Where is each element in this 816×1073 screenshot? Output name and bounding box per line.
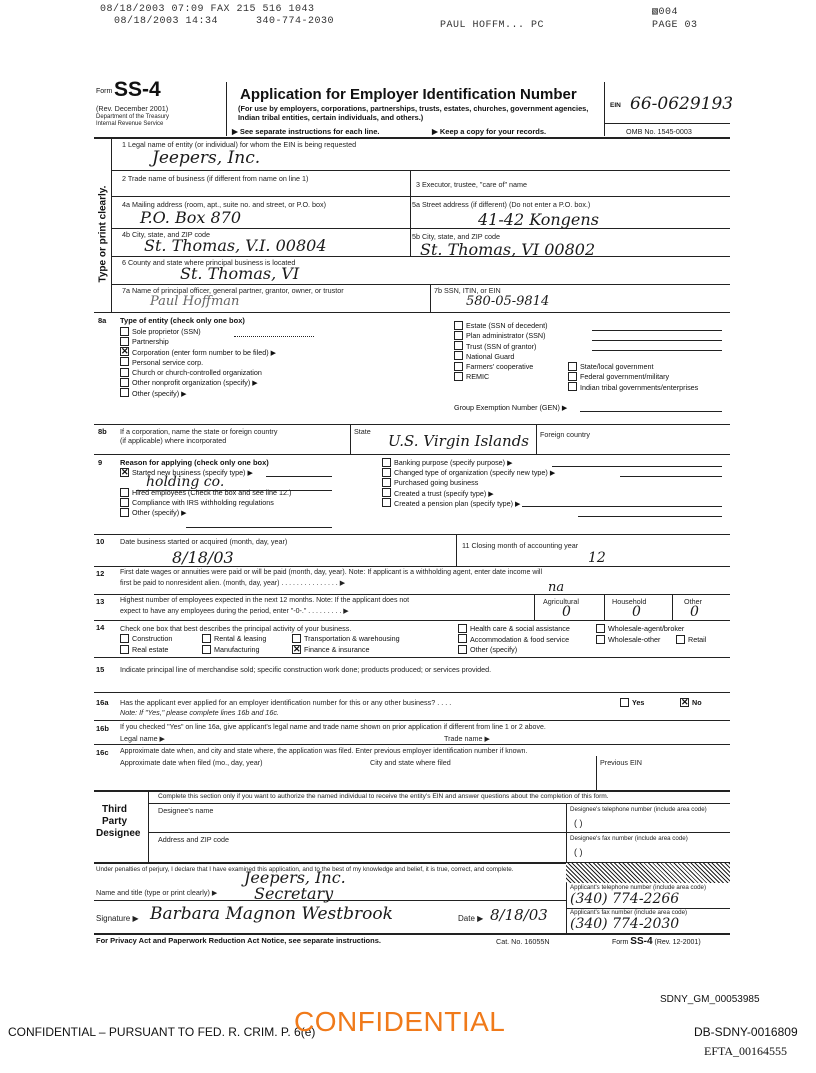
sdny-bates-stamp: SDNY_GM_00053985 [660, 994, 760, 1005]
third-party-title: Third Party Designee [96, 804, 141, 839]
activity-option[interactable]: Rental & leasing [202, 634, 266, 644]
line-7a-value: Paul Hoffman [150, 294, 240, 309]
form-number: SS-4 [114, 78, 161, 101]
line-16a-text1: Has the applicant ever applied for an employer identification number for this or any other business? . . . . [120, 698, 452, 707]
checkbox[interactable] [620, 698, 629, 707]
line-5a-value: 41-42 Kongens [478, 210, 599, 229]
name-title-label: Name and title (type or print clearly) ▶ [96, 888, 218, 897]
fax-header-line2: 08/18/2003 14:34 [114, 16, 219, 27]
form-dept2: Internal Revenue Service [96, 121, 164, 127]
designee-fax-value: ( ) [574, 847, 583, 857]
entity-option[interactable]: REMIC [454, 372, 548, 382]
line-8a-num: 8a [98, 316, 107, 325]
activity-option[interactable]: Wholesale-agent/broker [596, 624, 684, 634]
checkbox[interactable] [202, 634, 211, 643]
checkbox[interactable] [596, 635, 605, 644]
reason-option[interactable]: Banking purpose (specify purpose) ▶ [382, 458, 555, 468]
checkbox[interactable] [120, 368, 129, 377]
line-15-num: 15 [96, 665, 105, 674]
state-value: U.S. Virgin Islands [388, 432, 529, 450]
entity-option[interactable]: Other (specify) ▶ [120, 389, 276, 399]
name-value: Jeepers, Inc. [244, 868, 346, 887]
line-16b-text: If you checked "Yes" on line 16a, give applicant's legal name and trade name shown on prior application if different from line 1 or 2 above. [120, 724, 546, 731]
entity-gov-list [568, 362, 698, 393]
designee-name-label: Designee's name [158, 806, 214, 815]
reason-option[interactable]: Created a pension plan (specify type) ▶ [382, 499, 555, 509]
checkbox[interactable] [202, 645, 211, 654]
signature-value: Barbara Magnon Westbrook [150, 904, 393, 924]
checkbox[interactable] [596, 624, 605, 633]
line-5b-value: St. Thomas, VI 00802 [420, 240, 596, 259]
checkbox[interactable] [454, 331, 463, 340]
line-16b-legal: Legal name ▶ [120, 734, 166, 743]
line-6-label: 6 County and state where principal business is located [122, 258, 296, 267]
activity-option[interactable]: Real estate [120, 645, 168, 655]
reason-option[interactable]: Hired employees (Check the box and see line 12.) [120, 488, 291, 498]
entity-option-corporation[interactable]: ✕ Corporation (enter form number to be filed) ▶ [121, 346, 277, 357]
omb-number: OMB No. 1545-0003 [626, 127, 692, 136]
activity-option[interactable]: Wholesale-other [596, 635, 660, 645]
reason-option[interactable]: Compliance with IRS withholding regulations [120, 498, 291, 508]
entity-option[interactable]: Trust (SSN of grantor) [454, 342, 548, 352]
designee-fax-label: Designee's fax number (include area code) [570, 835, 688, 842]
applicant-fax-label: Applicant's fax number (include area code) [570, 909, 688, 916]
line-16c-date: Approximate date when filed (mo., day, year) [120, 758, 263, 767]
line-16b-trade: Trade name ▶ [444, 734, 491, 743]
privacy-notice: For Privacy Act and Paperwork Reduction Act Notice, see separate instructions. [96, 936, 381, 945]
applicant-phone-label: Applicant's telephone number (include area code) [570, 884, 707, 891]
entity-right-list [454, 321, 548, 383]
employees-agricultural-value: 0 [562, 604, 571, 620]
line-13-text1: Highest number of employees expected in the next 12 months. Note: If the applicant does not [120, 597, 410, 604]
employees-household-label: Household [612, 597, 647, 606]
checkbox[interactable] [120, 498, 129, 507]
checkbox[interactable] [454, 372, 463, 381]
activity-option-finance[interactable]: ✕ Finance & insurance [293, 643, 370, 654]
checkbox[interactable] [568, 372, 577, 381]
line-7b-label: 7b SSN, ITIN, or EIN [434, 286, 501, 295]
line-10-num: 10 [96, 537, 105, 546]
checkbox[interactable] [568, 382, 577, 391]
ein-label: EIN [610, 102, 621, 109]
line-5a-label: 5a Street address (if different) (Do not enter a P.O. box.) [412, 200, 591, 209]
reason-option[interactable]: Purchased going business [382, 478, 555, 488]
line-7a-label: 7a Name of principal officer, general partner, grantor, owner, or trustor [122, 286, 344, 295]
checkbox-checked[interactable]: ✕ [121, 346, 129, 357]
checkbox[interactable] [120, 634, 129, 643]
applicant-fax-value: (340) 774-2030 [570, 916, 680, 932]
shaded-area [566, 863, 730, 883]
checkbox[interactable] [458, 624, 467, 633]
entity-option[interactable]: Estate (SSN of decedent) [454, 321, 548, 331]
activity-list-2 [458, 624, 570, 656]
employees-agricultural-label: Agricultural [543, 597, 579, 606]
employees-household-value: 0 [632, 604, 641, 620]
entity-option[interactable]: Federal government/military [568, 372, 698, 382]
form-dept1: Department of the Treasury [96, 114, 170, 120]
line-1-value: Jeepers, Inc. [152, 148, 261, 168]
checkbox[interactable] [292, 634, 301, 643]
entity-option[interactable]: Indian tribal governments/enterprises [568, 383, 698, 393]
designee-phone-value: ( ) [574, 818, 583, 828]
line-16c-num: 16c [96, 748, 109, 757]
line-13-text2: expect to have any employees during the period, enter "-0-." . . . . . . . . . ▶ [120, 608, 349, 615]
checkbox[interactable] [120, 378, 129, 387]
designee-address-label: Address and ZIP code [158, 835, 229, 844]
line-8b-label2: (if applicable) where incorporated [120, 436, 227, 445]
group-exemption-label: Group Exemption Number (GEN) ▶ [454, 403, 568, 412]
checkbox[interactable] [382, 488, 391, 497]
form-subtitle: (For use by employers, corporations, partnerships, trusts, estates, churches, government agencies, Indian tribal entities, certain individuals, and others.) [238, 104, 589, 122]
designee-phone-label: Designee's telephone number (include area code) [570, 806, 707, 813]
signature-label: Signature ▶ [96, 914, 139, 923]
entity-left-list [120, 327, 276, 399]
db-bates-stamp: DB-SDNY-0016809 [694, 1025, 798, 1039]
side-label: Type or print clearly. [97, 185, 109, 283]
reason-option-started[interactable]: ✕ Started new business (specify type) ▶ [121, 466, 253, 477]
line-9-heading: Reason for applying (check only one box) [120, 458, 269, 467]
line-8b-label1: If a corporation, name the state or foreign country [120, 427, 278, 436]
line-16c-text: Approximate date when, and city and state where, the application was filed. Enter previous employer identification number if known. [120, 748, 528, 755]
line-4a-value: P.O. Box 870 [140, 208, 241, 227]
checkbox[interactable] [120, 337, 129, 346]
checkbox-checked[interactable]: ✕ [293, 643, 301, 654]
line-14-num: 14 [96, 623, 105, 632]
state-label: State [354, 427, 371, 436]
line-8b-num: 8b [98, 427, 107, 436]
line-6-value: St. Thomas, VI [180, 264, 300, 283]
business-type-value: holding co. [146, 474, 225, 490]
entity-option[interactable]: Partnership [120, 337, 276, 347]
checkbox[interactable] [120, 357, 129, 366]
fax-header-page-code: ▧004 [652, 7, 679, 18]
entity-option[interactable]: National Guard [454, 352, 548, 362]
yes-option[interactable]: Yes [620, 698, 644, 708]
activity-option[interactable]: Construction [120, 634, 172, 644]
line-4b-label: 4b City, state, and ZIP code [122, 230, 211, 239]
line-16c-prev-ein: Previous EIN [600, 758, 642, 767]
checkbox[interactable] [458, 645, 467, 654]
line-14-heading: Check one box that best describes the principal activity of your business. [120, 624, 352, 633]
form-rev: (Rev. December 2001) [96, 104, 169, 113]
line-4b-value: St. Thomas, V.I. 00804 [144, 236, 327, 255]
third-party-instructions: Complete this section only if you want to authorize the named individual to receive the entity's EIN and answer questions about the completion of this form. [158, 793, 609, 800]
checkbox[interactable] [454, 321, 463, 330]
line-16c-city: City and state where filed [370, 758, 451, 767]
activity-option[interactable]: Transportation & warehousing [292, 634, 400, 644]
title-value: Secretary [254, 884, 334, 903]
line-10-value: 8/18/03 [172, 548, 234, 567]
fax-header-sender: PAUL HOFFM... PC [440, 20, 545, 31]
line-16a-text2: Note: If "Yes," please complete lines 16b and 16c. [120, 708, 279, 717]
line-15-text: Indicate principal line of merchandise sold; specific construction work done; products produced; or services provided. [120, 665, 492, 674]
line-12-text1: First date wages or annuities were paid or will be paid (month, day, year). Note: If applicant is a withholding agent, enter date income will [120, 569, 543, 576]
entity-option[interactable]: Church or church-controlled organization [120, 368, 276, 378]
checkbox[interactable] [382, 468, 391, 477]
line-10-label: Date business started or acquired (month, day, year) [120, 537, 288, 546]
checkbox[interactable] [120, 488, 129, 497]
checkbox[interactable] [676, 635, 685, 644]
line-1-label: 1 Legal name of entity (or individual) for whom the EIN is being requested [122, 140, 357, 149]
entity-option[interactable]: Personal service corp. [120, 358, 276, 368]
footer-form: Form SS-4 (Rev. 12-2001) [612, 936, 701, 947]
see-instructions: ▶ See separate instructions for each line. [232, 127, 380, 136]
form-word: Form [96, 88, 113, 95]
ein-value: 66-0629193 [630, 94, 734, 114]
foreign-country-label: Foreign country [540, 430, 590, 439]
entity-option[interactable]: Other nonprofit organization (specify) ▶ [120, 378, 276, 388]
fax-icon: ▧ [652, 7, 659, 18]
checkbox[interactable] [458, 634, 467, 643]
fax-header-page: PAGE 03 [652, 20, 698, 31]
checkbox[interactable] [120, 645, 129, 654]
line-8a-heading: Type of entity (check only one box) [120, 316, 245, 325]
reason-option[interactable]: Created a trust (specify type) ▶ [382, 489, 555, 499]
checkbox[interactable] [568, 362, 577, 371]
reason-option[interactable]: Other (specify) ▶ [120, 508, 291, 518]
checkbox[interactable] [454, 351, 463, 360]
applicant-phone-value: (340) 774-2266 [570, 891, 680, 907]
entity-option[interactable]: Farmers' cooperative [454, 362, 548, 372]
fax-header-line1: 08/18/2003 07:09 FAX 215 516 1043 [100, 4, 315, 15]
checkbox-checked[interactable]: ✕ [121, 466, 129, 477]
activity-option[interactable]: Retail [676, 635, 706, 645]
activity-option[interactable]: Other (specify) [458, 645, 570, 656]
reason-right-list [382, 458, 555, 509]
checkbox[interactable] [120, 388, 129, 397]
catalog-number: Cat. No. 16055N [496, 937, 550, 946]
fax-header-phone: 340-774-2030 [256, 16, 335, 27]
line-12-num: 12 [96, 569, 105, 578]
line-3-label: 3 Executor, trustee, "care of" name [416, 180, 527, 189]
activity-option[interactable]: Manufacturing [202, 645, 260, 655]
checkbox[interactable] [382, 498, 391, 507]
line-2-label: 2 Trade name of business (if different from name on line 1) [122, 174, 309, 183]
entity-option[interactable]: Sole proprietor (SSN) [120, 327, 276, 337]
checkbox[interactable] [382, 478, 391, 487]
line-16a-num: 16a [96, 698, 109, 707]
checkbox[interactable] [454, 362, 463, 371]
checkbox[interactable] [454, 341, 463, 350]
line-11-value: 12 [588, 550, 606, 566]
line-4a-label: 4a Mailing address (room, apt., suite no. and street, or P.O. box) [122, 200, 327, 209]
entity-option[interactable]: State/local government [568, 362, 698, 372]
entity-option[interactable]: Plan administrator (SSN) [454, 331, 548, 341]
line-9-num: 9 [98, 458, 103, 467]
checkbox[interactable] [120, 327, 129, 336]
date-label: Date ▶ [458, 914, 484, 923]
activity-option[interactable]: Health care & social assistance [458, 624, 570, 635]
checkbox-checked[interactable]: ✕ [681, 696, 689, 707]
checkbox[interactable] [120, 508, 129, 517]
efta-stamp: EFTA_00164555 [704, 1044, 788, 1058]
line-12-text2: first be paid to nonresident alien. (month, day, year) . . . . . . . . . . . . . . . ▶ [120, 580, 346, 587]
line-12-value: na [548, 580, 565, 595]
line-5b-label: 5b City, state, and ZIP code [412, 232, 501, 241]
confidential-stamp: CONFIDENTIAL [294, 1006, 506, 1037]
activity-option[interactable]: Accommodation & food service [458, 635, 570, 646]
date-value: 8/18/03 [490, 906, 548, 924]
no-option[interactable]: ✕ No [681, 696, 702, 707]
line-16b-num: 16b [96, 724, 109, 733]
reason-option[interactable]: Changed type of organization (specify new type) ▶ [382, 468, 555, 478]
line-7b-value: 580-05-9814 [466, 294, 550, 309]
confidential-notice: CONFIDENTIAL – PURSUANT TO FED. R. CRIM. P. 6(e) [8, 1025, 316, 1039]
form-title: Application for Employer Identification Number [240, 86, 577, 103]
line-11-label: 11 Closing month of accounting year [462, 541, 579, 550]
keep-copy: ▶ Keep a copy for your records. [432, 127, 547, 136]
checkbox[interactable] [382, 458, 391, 467]
employees-other-label: Other [684, 597, 702, 606]
line-13-num: 13 [96, 597, 105, 606]
perjury-statement: Under penalties of perjury, I declare that I have examined this application, and to the best of my knowledge and belief, it is true, correct, and complete. [96, 866, 514, 873]
employees-other-value: 0 [690, 604, 699, 620]
